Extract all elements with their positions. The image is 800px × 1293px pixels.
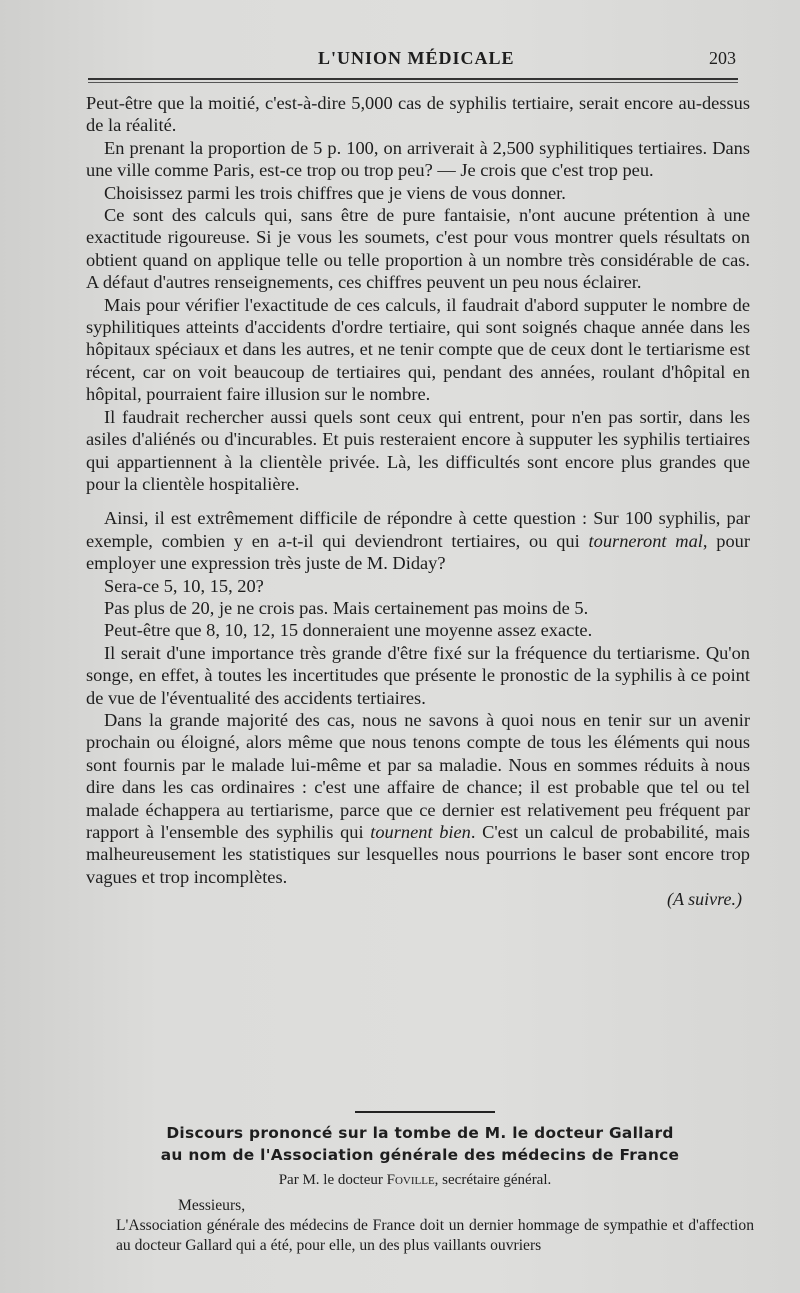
running-title: L'UNION MÉDICALE — [318, 48, 515, 68]
page-number: 203 — [709, 48, 736, 68]
speech-title — [110, 1122, 730, 1166]
paragraph-5: Mais pour vérifier l'exactitude de ces calculs, il faudrait d'abord supputer le nombre de syphilitiques atteints d'accidents d'ordre tertiaire, qui sont soignés chaque année dans les hôpitaux spéciaux et dans les autres, et ne tenir compte que de ceux dont le tertiarisme est récent, car on voit beaucoup de tertiaires qui, pendant des années, roulant d'hôpital en hôpital, pourraient faire illusion sur le nombre. — [86, 294, 750, 405]
paragraph-4: Ce sont des calculs qui, sans être de pure fantaisie, n'ont aucune prétention à une exactitude rigoureuse. Si je vous les soumets, c'est pour vous montrer quels résultats on obtient quand on applique telle ou telle proportion à un nombre très considérable de cas. A défaut d'autres renseignements, ces chiffres peuvent un peu nous éclairer. — [86, 205, 750, 293]
paragraph-9: Pas plus de 20, je ne crois pas. Mais certainement pas moins de 5. — [104, 597, 589, 618]
speech-body — [116, 1196, 754, 1256]
paragraph-12-text: Dans la grande majorité des cas, nous ne savons à quoi nous en tenir sur un avenir prochain ou éloigné, alors même que nous tenons compte de tous les éléments qui nous sont fournis par le malade lui-même et par sa maladie. Nous en sommes réduits à nous dire dans les cas ordinaires : c'est une affaire de chance; il est probable que tel ou tel malade échappera au tertiarisme, parce que ce dernier est relativement peu fréquent par rapport à l'ensemble des syphilis qui — [86, 709, 750, 842]
paragraph-11: Il serait d'une importance très grande d'être fixé sur la fréquence du tertiarisme. Qu'on songe, en effet, à toutes les incertitudes que présente le pronostic de la syphilis à ce point de vue de l'éventualité des accidents tertiaires. — [86, 642, 750, 708]
article-body — [86, 92, 750, 911]
paragraph-8: Sera-ce 5, 10, 15, 20? — [104, 575, 264, 596]
author-prefix: Par M. le docteur — [278, 1172, 387, 1188]
paragraph-12-italic: tournent bien — [370, 822, 471, 842]
section-separator — [355, 1111, 495, 1113]
paragraph-7-text: Ainsi, il est extrêmement difficile de répondre à cette question : Sur 100 syphilis, par exemple, combien y en a-t-il qui deviendront tertiaires, ou qui — [86, 508, 750, 551]
page-header — [0, 48, 800, 72]
paragraph-10: Peut-être que 8, 10, 12, 15 donneraient une moyenne assez exacte. — [104, 620, 593, 641]
paragraph-1: Peut-être que la moitié, c'est-à-dire 5,000 cas de syphilis tertiaire, serait encore au-dessus de la réalité. — [86, 93, 750, 136]
to-be-continued: (A suivre.) — [667, 889, 742, 910]
speech-author — [90, 1172, 740, 1189]
paragraph-2: En prenant la proportion de 5 p. 100, on arriverait à 2,500 syphilitiques tertiaires. Dans une ville comme Paris, est-ce trop ou trop peu? — Je crois que c'est trop peu. — [86, 137, 750, 181]
speech-title-line-1: Discours prononcé sur la tombe de M. le docteur Gallard — [166, 1124, 674, 1142]
paragraph-7 — [86, 507, 750, 574]
salutation: Messieurs, — [178, 1197, 246, 1214]
author-name: Foville — [386, 1172, 435, 1188]
speech-title-line-2: au nom de l'Association générale des médecins de France — [160, 1146, 680, 1164]
paragraph-3: Choisissez parmi les trois chiffres que je viens de vous donner. — [104, 182, 566, 203]
paragraph-12-end: . C'est un calcul de probabilité, mais malheureusement les statistiques sur lesquelles nous pourrions le baser sont encore trop vagues et trop incomplètes. — [86, 822, 750, 887]
paragraph-6: Il faudrait rechercher aussi quels sont ceux qui entrent, pour n'en pas sortir, dans les asiles d'aliénés ou d'incurables. Et puis resteraient encore à supputer les syphilis tertiaires qui appartiennent à la clientèle privée. Là, les difficultés sont encore plus grandes que pour la clientèle hospitalière. — [86, 406, 750, 494]
paragraph-7-italic: tourneront mal — [588, 530, 703, 551]
speech-paragraph-1: L'Association générale des médecins de France doit un dernier hommage de sympathie et d'affection au docteur Gallard qui a été, pour elle, un des plus vaillants ouvriers — [116, 1217, 754, 1254]
paragraph-12 — [86, 709, 750, 888]
header-rule — [88, 78, 738, 80]
paragraph-7-end: , pour employer une expression très juste de M. Diday? — [86, 530, 750, 574]
author-suffix: , secrétaire général. — [434, 1172, 552, 1188]
